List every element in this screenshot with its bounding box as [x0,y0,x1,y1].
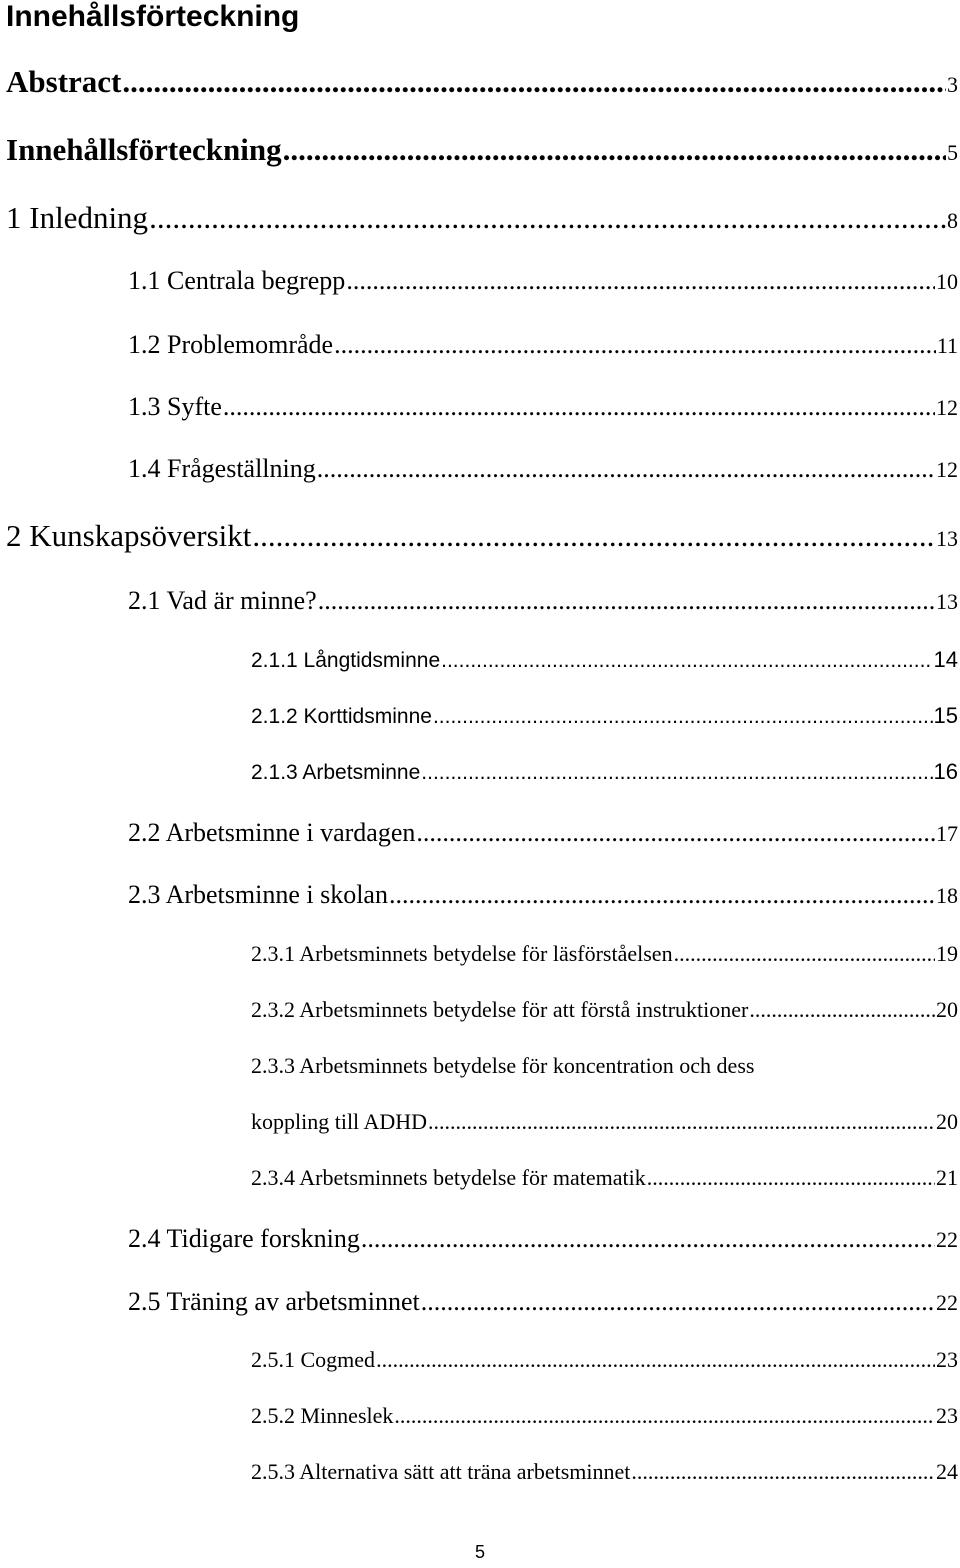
toc-entry-2-1-2[interactable] [251,703,960,733]
toc-leader-dots [283,132,946,168]
toc-entry-page: 22 [936,1290,958,1315]
toc-entry-1[interactable] [6,200,960,240]
toc-entry-2-1[interactable] [128,586,960,622]
toc-leader-dots [122,64,946,100]
toc-entry-page: 24 [936,1459,958,1484]
toc-entry-2-3[interactable] [128,880,960,916]
toc-entry-title: 2.1.3 Arbetsminne [251,761,421,784]
toc-entry-2-5-3[interactable] [251,1459,960,1489]
toc-entry-page: 21 [936,1165,958,1190]
toc-entry-2-3-3[interactable] [251,1109,960,1139]
toc-entry-page: 15 [933,703,958,728]
toc-entry-page: 14 [933,647,958,672]
toc-entry-title: 2.5 Träning av arbetsminnet [128,1287,420,1316]
toc-leader-dots [416,818,935,848]
toc-leader-dots [428,1109,935,1135]
toc-entry-title: 2 Kunskapsöversikt [6,518,252,553]
toc-entry-page: 20 [936,997,958,1022]
toc-leader-dots [149,200,946,236]
toc-entry-2-3-4[interactable] [251,1165,960,1195]
toc-entry-page: 8 [947,208,958,233]
toc-entry-2-1-3[interactable] [251,759,960,789]
toc-leader-dots [647,1165,935,1191]
toc-leader-dots [389,880,935,910]
toc-entry-title: 2.1.2 Korttidsminne [251,705,432,728]
toc-leader-dots [394,1403,935,1429]
toc-entry-page: 18 [936,883,958,908]
toc-entry-title: 2.3 Arbetsminne i skolan [128,880,388,909]
toc-entry-page: 23 [936,1403,958,1428]
toc-entry-page: 10 [936,269,958,294]
toc-entry-page: 13 [936,526,958,551]
toc-entry-title-continuation: koppling till ADHD [251,1109,428,1134]
toc-entry-title: 2.3.4 Arbetsminnets betydelse för matematik [251,1165,646,1190]
toc-entry-title: 2.3.2 Arbetsminnets betydelse för att förstå instruktioner [251,997,749,1022]
toc-entry-2-1-1[interactable] [251,647,960,677]
toc-heading: Innehållsförteckning [6,0,300,33]
toc-entry-page: 20 [936,1109,958,1134]
toc-entry-title: 2.3.1 Arbetsminnets betydelse för läsförståelsen [251,941,673,966]
toc-leader-dots [376,1347,935,1373]
toc-entry-title: 1.3 Syfte [128,392,222,421]
toc-entry-1-2[interactable] [128,330,960,366]
toc-leader-dots [318,586,935,616]
toc-entry-2-4[interactable] [128,1224,960,1260]
toc-entry-2-2[interactable] [128,818,960,854]
toc-leader-dots [433,705,933,729]
toc-entry-2-5-2[interactable] [251,1403,960,1433]
toc-entry-1-4[interactable] [128,454,960,490]
toc-leader-dots [252,518,935,554]
toc-leader-dots [361,1224,935,1254]
toc-entry-2-3-3-title[interactable]: 2.3.3 Arbetsminnets betydelse för koncentration och dess [251,1053,755,1078]
toc-entry-title: 2.5.1 Cogmed [251,1347,376,1372]
page-number: 5 [474,1542,485,1562]
toc-leader-dots [631,1459,935,1485]
toc-leader-dots [223,392,935,422]
toc-entry-title: 2.1 Vad är minne? [128,586,317,615]
toc-entry-page: 13 [936,589,958,614]
toc-entry-2-3-1[interactable] [251,941,960,971]
toc-entry-page: 5 [947,140,958,165]
toc-entry-page: 19 [936,941,958,966]
toc-entry-abstract[interactable] [6,64,960,104]
toc-entry-page: 16 [933,759,958,784]
toc-entry-page: 22 [936,1227,958,1252]
toc-entry-title: Innehållsförteckning [6,132,282,167]
toc-entry-title: Abstract [6,64,122,99]
toc-entry-page: 17 [936,821,958,846]
toc-entry-title: 1.1 Centrala begrepp [128,266,346,295]
toc-entry-title: 1.2 Problemområde [128,330,334,359]
toc-entry-page: 12 [936,457,958,482]
toc-leader-dots [421,1287,935,1317]
toc-entry-page: 3 [947,72,958,97]
toc-entry-title: 2.2 Arbetsminne i vardagen [128,818,416,847]
toc-entry-title: 2.5.2 Minneslek [251,1403,394,1428]
toc-entry-2-5[interactable] [128,1287,960,1323]
toc-leader-dots [317,454,935,484]
toc-entry-2[interactable] [6,518,960,558]
toc-leader-dots [441,649,932,673]
toc-entry-title: 2.4 Tidigare forskning [128,1224,360,1253]
toc-entry-title: 1.4 Frågeställning [128,454,316,483]
toc-entry-2-5-1[interactable] [251,1347,960,1377]
toc-leader-dots [346,266,935,296]
toc-entry-1-3[interactable] [128,392,960,428]
toc-entry-title: 1 Inledning [6,200,149,235]
toc-leader-dots [749,997,935,1023]
toc-entry-page: 11 [936,333,958,358]
toc-leader-dots [421,761,932,785]
toc-entry-page: 12 [936,395,958,420]
toc-leader-dots [674,941,935,967]
toc-entry-innehallsforteckning[interactable] [6,132,960,172]
toc-entry-title: 2.5.3 Alternativa sätt att träna arbetsminnet [251,1459,631,1484]
toc-entry-2-3-2[interactable] [251,997,960,1027]
toc-leader-dots [334,330,936,360]
toc-entry-page: 23 [936,1347,958,1372]
toc-entry-1-1[interactable] [128,266,960,302]
toc-entry-title: 2.1.1 Långtidsminne [251,649,441,672]
